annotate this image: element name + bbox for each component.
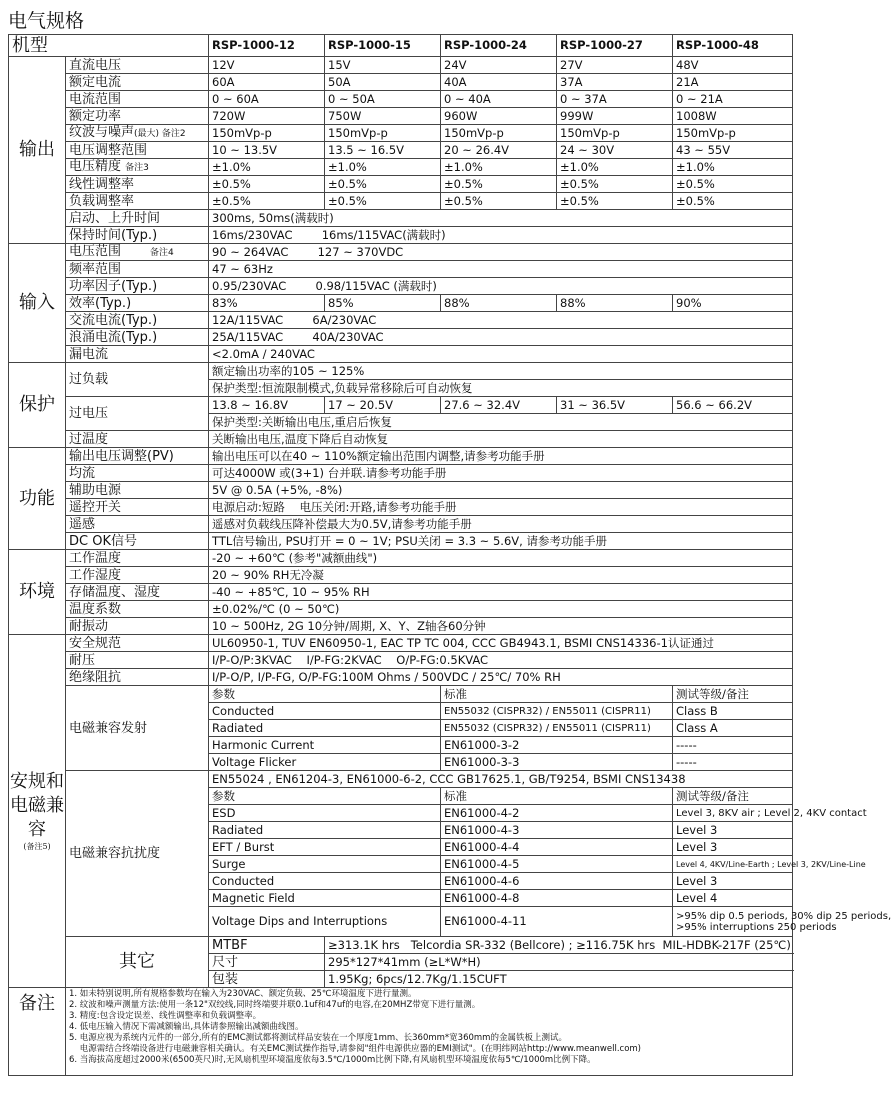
header-row [9,35,793,57]
cell: Level 4, 4KV/Line-Earth ; Level 3, 2KV/Line-Line [673,856,793,873]
input-row [9,261,793,278]
row-label: 存储温度、湿度 [66,584,209,601]
cell: 测试等级/备注 [673,788,793,805]
output-row [9,193,793,210]
cell: ±0.5% [209,193,325,210]
function-row [9,448,793,465]
cell: 关断输出电压,温度下降后自动恢复 [209,431,793,448]
cell: Harmonic Current [209,737,441,754]
cell: EN61000-3-3 [441,754,673,771]
row-label: 电流范围 [66,91,209,108]
cell: 电源启动:短路 电压关闭:开路,请参考功能手册 [209,499,793,516]
input-row [9,295,793,312]
output-row [9,227,793,244]
row-label: 额定功率 [66,108,209,125]
cell: ±1.0% [441,159,557,176]
cell: ±0.5% [325,176,441,193]
others-section: 其它 [66,937,209,988]
cell: EN61000-4-4 [441,839,673,856]
cell: EN61000-3-2 [441,737,673,754]
cell: 保护类型:关断输出电压,重启后恢复 [209,414,793,431]
function-row [9,482,793,499]
cell: ----- [673,754,793,771]
notes-section: 备注 [9,988,66,1076]
cell: 0.95/230VAC 0.98/115VAC (满载时) [209,278,793,295]
safety-row [9,669,793,686]
cell: 27.6 ~ 32.4V [441,397,557,414]
cell: ±0.5% [673,193,793,210]
function-section: 功能 [9,448,66,550]
cell: ±0.5% [557,193,673,210]
dips-line-2: >95% interruptions 250 periods [676,921,837,933]
label-text: 电压精度 [69,158,122,174]
section-note: (备注5) [23,842,51,851]
environment-row [9,618,793,635]
row-label: 包装 [209,971,325,988]
cell: EN61000-4-3 [441,822,673,839]
cell: <2.0mA / 240VAC [209,346,793,363]
cell: ±0.5% [325,193,441,210]
cell: ±0.5% [209,176,325,193]
cell: 16ms/230VAC 16ms/115VAC(满载时) [209,227,793,244]
cell: 参数 [209,788,441,805]
row-label [66,159,209,176]
output-row [9,57,793,74]
row-label: 浪涌电流(Typ.) [66,329,209,346]
input-row [9,346,793,363]
cell: Level 4 [673,890,793,907]
cell: 额定输出功率的105 ~ 125% [209,363,793,380]
cell: 56.6 ~ 66.2V [673,397,793,414]
cell: 47 ~ 63Hz [209,261,793,278]
environment-row [9,567,793,584]
note-line: 4. 低电压输入情况下需减额输出,具体请参照输出减额曲线图。 [69,1022,304,1032]
cell: 720W [209,108,325,125]
cell: 10 ~ 500Hz, 2G 10分钟/周期, X、Y、Z轴各60分钟 [209,618,793,635]
cell: 31 ~ 36.5V [557,397,673,414]
cell: EN61000-4-8 [441,890,673,907]
row-label: 输出电压调整(PV) [66,448,209,465]
model-label: 机型 [9,35,209,57]
row-label: 负载调整率 [66,193,209,210]
cell: ±0.02%/℃ (0 ~ 50℃) [209,601,793,618]
protection-row [9,397,793,414]
row-label: 耐振动 [66,618,209,635]
row-label: 温度系数 [66,601,209,618]
cell: I/P-O/P, I/P-FG, O/P-FG:100M Ohms / 500VDC / 25℃/ 70% RH [209,669,793,686]
cell: 24 ~ 30V [557,142,673,159]
cell: ±1.0% [673,159,793,176]
row-label: 线性调整率 [66,176,209,193]
cell [673,907,891,937]
cell: Level 3 [673,822,793,839]
cell: Class A [673,720,793,737]
cell: Class B [673,703,793,720]
output-row [9,91,793,108]
cell: Conducted [209,873,441,890]
cell: 150mVp-p [441,125,557,142]
cell: 40A [441,74,557,91]
output-row [9,74,793,91]
cell: ±1.0% [557,159,673,176]
row-label: 绝缘阻抗 [66,669,209,686]
note-line: 1. 如未特别说明,所有规格参数均在输入为230VAC、额定负载、25℃环境温度下进行量测。 [69,989,417,999]
label-text: 纹波与噪声 [69,124,135,140]
cell: Voltage Dips and Interruptions [209,907,441,937]
cell: EN55032 (CISPR32) / EN55011 (CISPR11) [441,720,673,737]
cell: 参数 [209,686,441,703]
protection-row [9,431,793,448]
row-label: 交流电流(Typ.) [66,312,209,329]
cell: EN55024 , EN61204-3, EN61000-6-2, CCC GB17625.1, GB/T9254, BSMI CNS13438 [209,771,793,788]
function-row [9,516,793,533]
output-row [9,176,793,193]
note-line: 电源需结合终端设备进行电磁兼容相关确认。有关EMC测试操作指导,请参阅"组件电源供应器的EMI测试"。(在明纬网站http://www.meanwell.com) [69,1044,641,1054]
cell: 300ms, 50ms(满载时) [209,210,793,227]
section-title: 安规和电磁兼容 [10,771,64,840]
cell: ±0.5% [441,193,557,210]
cell: ±0.5% [557,176,673,193]
note-line: 5. 电源应视为系统内元件的一部分,所有的EMC测试都将测试样品安装在一个厚度1mm、长360mm*宽360mm的金属铁板上测试。 [69,1033,567,1043]
row-label: 均流 [66,465,209,482]
output-row [9,125,793,142]
model-24: RSP-1000-24 [441,35,557,57]
cell: Conducted [209,703,441,720]
cell: 88% [441,295,557,312]
cell: 标准 [441,788,673,805]
input-section: 输入 [9,244,66,363]
cell: Magnetic Field [209,890,441,907]
cell: 960W [441,108,557,125]
cell: 60A [209,74,325,91]
row-label: 遥感 [66,516,209,533]
cell: ≥313.1K hrs Telcordia SR-332 (Bellcore) ; ≥116.75K hrs MIL-HDBK-217F (25℃) [325,937,793,954]
cell: 遥感对负载线压降补偿最大为0.5V,请参考功能手册 [209,516,793,533]
cell: EN61000-4-11 [441,907,673,937]
label-tag: 备注3 [125,162,149,173]
cell: 85% [325,295,441,312]
row-label: 效率(Typ.) [66,295,209,312]
cell: 999W [557,108,673,125]
row-label: DC OK信号 [66,533,209,550]
row-label [66,244,209,261]
cell: 15V [325,57,441,74]
cell: Surge [209,856,441,873]
model-27: RSP-1000-27 [557,35,673,57]
row-label: 漏电流 [66,346,209,363]
cell: 88% [557,295,673,312]
notes-row [9,988,793,1076]
cell: Voltage Flicker [209,754,441,771]
row-label: 频率范围 [66,261,209,278]
cell: I/P-O/P:3KVAC I/P-FG:2KVAC O/P-FG:0.5KVAC [209,652,793,669]
cell: -20 ~ +60℃ (参考"减额曲线") [209,550,793,567]
cell: 90% [673,295,793,312]
environment-row [9,584,793,601]
input-row [9,244,793,261]
row-label [66,125,209,142]
cell: ESD [209,805,441,822]
cell: 12A/115VAC 6A/230VAC [209,312,793,329]
cell: -40 ~ +85℃, 10 ~ 95% RH [209,584,793,601]
cell: Level 3 [673,839,793,856]
protection-section: 保护 [9,363,66,448]
emc-immunity-row [9,771,793,788]
cell: 10 ~ 13.5V [209,142,325,159]
cell: 37A [557,74,673,91]
cell: 43 ~ 55V [673,142,793,159]
cell: Radiated [209,822,441,839]
cell: EN55032 (CISPR32) / EN55011 (CISPR11) [441,703,673,720]
output-row [9,108,793,125]
function-row [9,465,793,482]
cell: 50A [325,74,441,91]
safety-row [9,652,793,669]
row-label: 保持时间(Typ.) [66,227,209,244]
cell: 48V [673,57,793,74]
cell: 0 ~ 40A [441,91,557,108]
row-label: 额定电流 [66,74,209,91]
row-label: 耐压 [66,652,209,669]
protection-row [9,363,793,380]
cell: 保护类型:恒流限制模式,负载异常移除后可自动恢复 [209,380,793,397]
cell: 295*127*41mm (≥L*W*H) [325,954,793,971]
cell: 150mVp-p [673,125,793,142]
output-row [9,142,793,159]
page-title: 电气规格 [8,10,85,32]
cell: 150mVp-p [325,125,441,142]
row-label: 工作温度 [66,550,209,567]
cell: 13.8 ~ 16.8V [209,397,325,414]
cell: 12V [209,57,325,74]
cell: TTL信号输出, PSU打开 = 0 ~ 1V; PSU关闭 = 3.3 ~ 5.6V, 请参考功能手册 [209,533,793,550]
cell: 150mVp-p [209,125,325,142]
cell: 5V @ 0.5A (+5%, -8%) [209,482,793,499]
cell: 13.5 ~ 16.5V [325,142,441,159]
cell: ±0.5% [441,176,557,193]
row-label: 辅助电源 [66,482,209,499]
model-15: RSP-1000-15 [325,35,441,57]
cell: EN61000-4-2 [441,805,673,822]
cell: 可达4000W 或(3+1) 台并联.请参考功能手册 [209,465,793,482]
output-row [9,159,793,176]
cell: 0 ~ 21A [673,91,793,108]
cell: 90 ~ 264VAC 127 ~ 370VDC [209,244,793,261]
cell: 0 ~ 50A [325,91,441,108]
cell: Level 3, 8KV air ; Level 2, 4KV contact [673,805,793,822]
cell: EFT / Burst [209,839,441,856]
model-48: RSP-1000-48 [673,35,793,57]
input-row [9,312,793,329]
note-line: 3. 精度:包含设定误差、线性调整率和负载调整率。 [69,1011,262,1021]
row-label: MTBF [209,937,325,954]
cell: EN61000-4-5 [441,856,673,873]
row-label: 工作湿度 [66,567,209,584]
environment-row [9,550,793,567]
input-row [9,329,793,346]
note-line: 6. 当海拔高度超过2000米(6500英尺)时,无风扇机型环境温度依每3.5℃/1000m比例下降,有风扇机型环境温度依每5℃/1000m比例下降。 [69,1055,596,1065]
output-section: 输出 [9,57,66,244]
cell: 1.95Kg; 6pcs/12.7Kg/1.15CUFT [325,971,793,988]
note-line: 2. 纹波和噪声测量方法:使用一条12"双绞线,同时终端要并联0.1uf和47uf的电容,在20MHZ带宽下进行量测。 [69,1000,481,1010]
row-label: 启动、上升时间 [66,210,209,227]
row-label: 过负载 [66,363,209,397]
cell: 20 ~ 90% RH无冷凝 [209,567,793,584]
environment-row [9,601,793,618]
row-label: 电磁兼容发射 [66,686,209,771]
cell: ±1.0% [209,159,325,176]
row-label: 过温度 [66,431,209,448]
cell: 750W [325,108,441,125]
label-tag: 备注4 [149,247,174,258]
cell: 1008W [673,108,793,125]
cell: 标准 [441,686,673,703]
dips-line-1: >95% dip 0.5 periods, 30% dip 25 periods, [676,910,891,922]
row-label: 直流电压 [66,57,209,74]
cell: 20 ~ 26.4V [441,142,557,159]
function-row [9,499,793,516]
cell: Radiated [209,720,441,737]
cell: ----- [673,737,793,754]
emc-emission-row [9,686,793,703]
cell: 21A [673,74,793,91]
row-label: 遥控开关 [66,499,209,516]
cell: 25A/115VAC 40A/230VAC [209,329,793,346]
cell: 17 ~ 20.5V [325,397,441,414]
cell: 27V [557,57,673,74]
cell: EN61000-4-6 [441,873,673,890]
cell: 0 ~ 60A [209,91,325,108]
cell: 83% [209,295,325,312]
row-label: 电磁兼容抗扰度 [66,771,209,937]
label-text: 电压范围 [69,243,122,259]
cell: 0 ~ 37A [557,91,673,108]
input-row [9,278,793,295]
environment-section: 环境 [9,550,66,635]
cell: 150mVp-p [557,125,673,142]
cell: 测试等级/备注 [673,686,793,703]
cell: 24V [441,57,557,74]
spec-table [8,34,891,1076]
row-label: 安全规范 [66,635,209,652]
cell: 输出电压可以在40 ~ 110%额定输出范围内调整,请参考功能手册 [209,448,793,465]
others-row [9,937,793,954]
cell: ±1.0% [325,159,441,176]
safety-section [9,635,66,988]
function-row [9,533,793,550]
label-tag: (最大) 备注2 [134,128,186,139]
safety-row [9,635,793,652]
row-label: 过电压 [66,397,209,431]
row-label: 功率因子(Typ.) [66,278,209,295]
notes-cell [66,988,793,1076]
model-12: RSP-1000-12 [209,35,325,57]
row-label: 电压调整范围 [66,142,209,159]
output-row [9,210,793,227]
cell: ±0.5% [673,176,793,193]
cell: UL60950-1, TUV EN60950-1, EAC TP TC 004, CCC GB4943.1, BSMI CNS14336-1认证通过 [209,635,793,652]
cell: Level 3 [673,873,793,890]
row-label: 尺寸 [209,954,325,971]
